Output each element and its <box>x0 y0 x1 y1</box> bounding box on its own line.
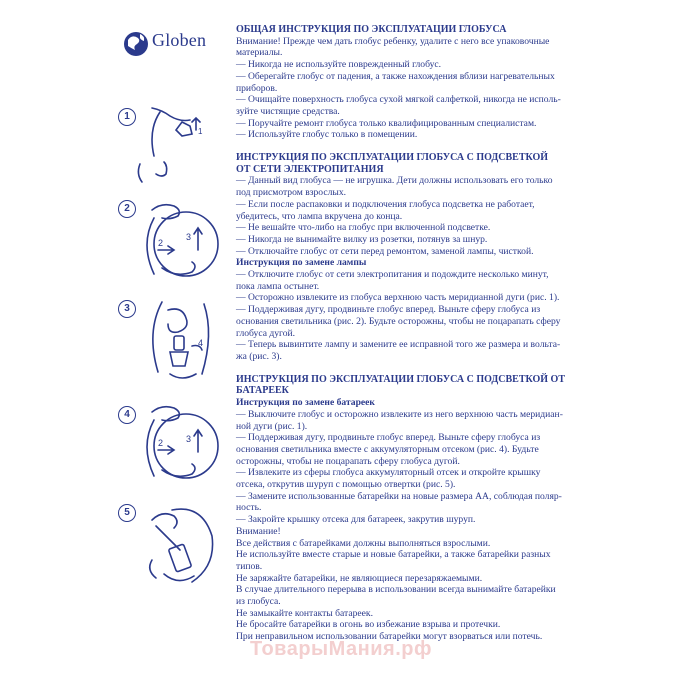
text-line: Все действия с батарейками должны выполняться взрослыми. <box>236 537 491 549</box>
svg-text:3: 3 <box>186 232 192 242</box>
text-line: приборов. <box>236 82 278 94</box>
illustration-replace-batteries <box>112 500 222 592</box>
step-number-1: 1 <box>118 108 136 126</box>
text-line: — Отключайте глобус от сети перед ремонтом, заменой лампы, чисткой. <box>236 245 534 257</box>
text-line: Не используйте вместе старые и новые батарейки, а также батарейки разных <box>236 549 551 561</box>
text-line: — Отключите глобус от сети электропитания и подождите несколько минут, <box>236 269 549 281</box>
text-line: — Никогда не используйте поврежденный глобус. <box>236 59 442 71</box>
illustration-replace-lamp <box>112 296 222 388</box>
illustration-remove-arc <box>112 104 222 190</box>
text-line: — Осторожно извлеките из глобуса верхнюю часть меридианной дуги (рис. 1). <box>236 292 560 304</box>
svg-text:1: 1 <box>198 127 203 136</box>
step-number-2: 2 <box>118 200 136 218</box>
text-line: основания светильника вместе с аккумуляторным отсеком (рис. 4). Будьте <box>236 443 539 455</box>
text-line: При неправильном использовании батарейки могут взорваться или потечь. <box>236 631 543 643</box>
illustration-remove-sphere <box>112 198 222 290</box>
text-line: материалы. <box>236 47 283 59</box>
text-line: — Выключите глобус и осторожно извлеките из него верхнюю часть меридиан- <box>236 408 563 420</box>
text-line: убедитесь, что лампа вкручена до конца. <box>236 210 403 222</box>
step-number-3: 3 <box>118 300 136 318</box>
instructions-text <box>236 24 566 643</box>
section-title-battery-cont: БАТАРЕЕК <box>236 385 289 397</box>
section-title-mains: ИНСТРУКЦИЯ ПО ЭКСПЛУАТАЦИИ ГЛОБУСА С ПОДСВЕТКОЙ <box>236 152 549 164</box>
text-line: — Никогда не вынимайте вилку из розетки, потянув за шнур. <box>236 233 488 245</box>
text-line: Внимание! Прежде чем дать глобус ребенку, удалите с него все упаковочные <box>236 35 550 47</box>
text-line: Не бросайте батарейки в огонь во избежание взрыва и протечки. <box>236 619 501 631</box>
text-line: Не замыкайте контакты батареек. <box>236 607 373 619</box>
text-line: типов. <box>236 560 263 572</box>
section-title-general: ОБЩАЯ ИНСТРУКЦИЯ ПО ЭКСПЛУАТАЦИИ ГЛОБУСА <box>236 24 507 35</box>
section-title-mains-cont: ОТ СЕТИ ЭЛЕКТРОПИТАНИЯ <box>236 163 384 175</box>
svg-text:3: 3 <box>186 434 192 444</box>
subsection-title-lamp: Инструкция по замене лампы <box>236 257 367 269</box>
text-line: — Данный вид глобуса — не игрушка. Дети должны использовать его только <box>236 175 553 187</box>
text-line: под присмотром взрослых. <box>236 187 347 199</box>
text-line: — Оберегайте глобус от падения, а также нахождения вблизи нагревательных <box>236 70 555 82</box>
text-line: — Если после распаковки и подключения глобуса подсветка не работает, <box>236 198 535 210</box>
watermark: ТоварыМания.рф <box>250 638 432 660</box>
svg-text:2: 2 <box>158 438 164 448</box>
text-line: — Очищайте поверхность глобуса сухой мягкой салфеткой, никогда не исполь- <box>236 94 561 106</box>
text-line: — Поручайте ремонт глобуса только квалифицированным специалистам. <box>236 117 537 129</box>
text-line: осторожны, чтобы не поцарапать сферу глобуса дугой. <box>236 455 460 467</box>
step-number-5: 5 <box>118 504 136 522</box>
text-line: из глобуса. <box>236 596 281 608</box>
text-line: отсека, открутив шуруп с помощью отвертки (рис. 5). <box>236 479 456 491</box>
illustration-remove-battery-sphere <box>112 402 222 494</box>
step-number-4: 4 <box>118 406 136 424</box>
text-line: ной дуги (рис. 1). <box>236 420 308 432</box>
text-line: — Поддерживая дугу, продвиньте глобус вперед. Выньте сферу глобуса из <box>236 304 541 316</box>
text-line: жа (рис. 3). <box>236 350 282 362</box>
text-line: — Теперь вывинтите лампу и замените ее исправной того же размера и вольта- <box>236 339 561 351</box>
svg-text:4: 4 <box>198 338 204 348</box>
text-line: Внимание! <box>236 525 281 537</box>
text-line: — Не вешайте что-либо на глобус при включенной подсветке. <box>236 222 491 234</box>
text-line: — Используйте глобус только в помещении. <box>236 129 418 141</box>
text-line: — Замените использованные батарейки на новые размера АА, соблюдая поляр- <box>236 490 562 502</box>
text-line: В случае длительного перерыва в использовании всегда вынимайте батарейки <box>236 584 556 596</box>
text-line: Не заряжайте батарейки, не являющиеся перезаряжаемыми. <box>236 572 483 584</box>
text-line: основания светильника (рис. 2). Будьте осторожны, чтобы не поцарапать сферу <box>236 315 561 327</box>
text-line: — Закройте крышку отсека для батареек, закрутив шуруп. <box>236 514 476 526</box>
section-title-battery: ИНСТРУКЦИЯ ПО ЭКСПЛУАТАЦИИ ГЛОБУСА С ПОДСВЕТКОЙ ОТ <box>236 373 565 385</box>
text-line: — Извлеките из сферы глобуса аккумуляторный отсек и откройте крышку <box>236 467 541 479</box>
text-line: зуйте чистящие средства. <box>236 105 340 117</box>
text-line: пока лампа остынет. <box>236 280 320 292</box>
brand-name: Globen <box>152 30 207 50</box>
svg-text:2: 2 <box>158 238 164 248</box>
subsection-title-battery: Инструкция по замене батареек <box>236 397 375 409</box>
text-line: глобуса дугой. <box>236 327 296 339</box>
text-line: — Поддерживая дугу, продвиньте глобус вперед. Выньте сферу глобуса из <box>236 432 541 444</box>
text-line: ность. <box>236 502 262 514</box>
